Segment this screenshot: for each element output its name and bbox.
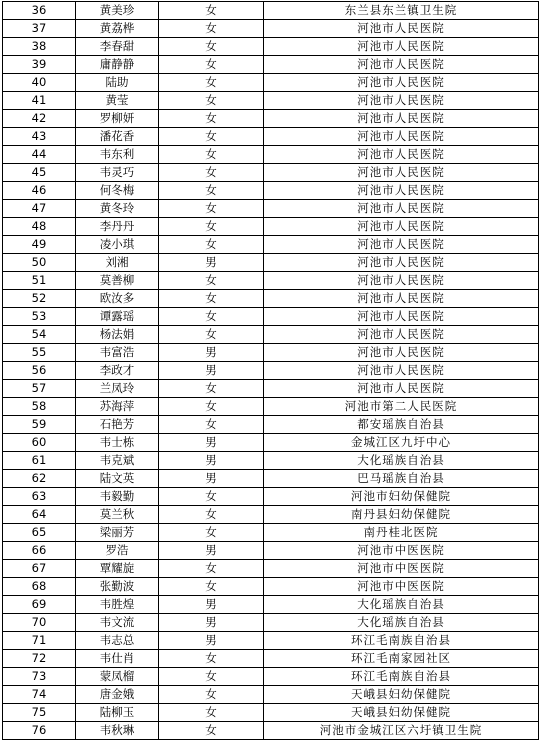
row-number-cell: 76 [3,722,76,740]
row-number-cell: 72 [3,650,76,668]
person-name-cell: 李春甜 [76,38,159,56]
row-number-cell: 47 [3,200,76,218]
gender-cell: 女 [159,20,264,38]
table-row [3,362,539,380]
person-name-cell: 韦东利 [76,146,159,164]
gender-cell: 男 [159,596,264,614]
person-name-cell: 刘湘 [76,254,159,272]
work-unit-cell: 河池市人民医院 [264,272,539,290]
work-unit-cell: 金城江区九圩中心 [264,434,539,452]
work-unit-cell: 河池市人民医院 [264,146,539,164]
person-name-cell: 李政才 [76,362,159,380]
work-unit-cell: 巴马瑶族自治县 [264,470,539,488]
row-number-cell: 48 [3,218,76,236]
row-number-cell: 42 [3,110,76,128]
table-row [3,704,539,722]
row-number-cell: 49 [3,236,76,254]
table-row [3,20,539,38]
row-number-cell: 44 [3,146,76,164]
row-number-cell: 62 [3,470,76,488]
row-number-cell: 61 [3,452,76,470]
table-row [3,380,539,398]
table-row [3,470,539,488]
row-number-cell: 73 [3,668,76,686]
person-name-cell: 谭露瑶 [76,308,159,326]
table-row [3,488,539,506]
gender-cell: 男 [159,434,264,452]
work-unit-cell: 河池市人民医院 [264,362,539,380]
gender-cell: 男 [159,542,264,560]
table-row [3,74,539,92]
row-number-cell: 58 [3,398,76,416]
person-name-cell: 凌小琪 [76,236,159,254]
gender-cell: 男 [159,470,264,488]
row-number-cell: 50 [3,254,76,272]
work-unit-cell: 东兰县东兰镇卫生院 [264,2,539,20]
row-number-cell: 70 [3,614,76,632]
gender-cell: 男 [159,614,264,632]
row-number-cell: 40 [3,74,76,92]
work-unit-cell: 南丹桂北医院 [264,524,539,542]
person-name-cell: 苏海萍 [76,398,159,416]
work-unit-cell: 都安瑶族自治县 [264,416,539,434]
gender-cell: 女 [159,578,264,596]
person-name-cell: 何冬梅 [76,182,159,200]
gender-cell: 女 [159,56,264,74]
roster-table [2,1,539,740]
gender-cell: 女 [159,488,264,506]
table-row [3,146,539,164]
work-unit-cell: 环江毛南家园社区 [264,650,539,668]
row-number-cell: 54 [3,326,76,344]
gender-cell: 女 [159,74,264,92]
row-number-cell: 57 [3,380,76,398]
gender-cell: 女 [159,704,264,722]
table-row [3,92,539,110]
row-number-cell: 67 [3,560,76,578]
gender-cell: 女 [159,2,264,20]
gender-cell: 女 [159,38,264,56]
table-row [3,722,539,740]
work-unit-cell: 河池市人民医院 [264,92,539,110]
work-unit-cell: 河池市金城江区六圩镇卫生院 [264,722,539,740]
person-name-cell: 覃耀旋 [76,560,159,578]
table-row [3,596,539,614]
row-number-cell: 36 [3,2,76,20]
work-unit-cell: 河池市人民医院 [264,20,539,38]
person-name-cell: 韦克斌 [76,452,159,470]
gender-cell: 男 [159,452,264,470]
work-unit-cell: 河池市人民医院 [264,380,539,398]
gender-cell: 女 [159,506,264,524]
person-name-cell: 庸静静 [76,56,159,74]
work-unit-cell: 南丹县妇幼保健院 [264,506,539,524]
table-row [3,236,539,254]
table-row [3,614,539,632]
row-number-cell: 37 [3,20,76,38]
gender-cell: 女 [159,668,264,686]
table-row [3,56,539,74]
person-name-cell: 欧汝多 [76,290,159,308]
table-row [3,326,539,344]
table-row [3,560,539,578]
work-unit-cell: 河池市中医医院 [264,578,539,596]
person-name-cell: 陆助 [76,74,159,92]
work-unit-cell: 河池市人民医院 [264,164,539,182]
table-row [3,398,539,416]
row-number-cell: 59 [3,416,76,434]
table-row [3,200,539,218]
person-name-cell: 韦灵巧 [76,164,159,182]
table-row [3,38,539,56]
work-unit-cell: 河池市人民医院 [264,326,539,344]
person-name-cell: 韦文流 [76,614,159,632]
table-row [3,344,539,362]
person-name-cell: 莫善柳 [76,272,159,290]
work-unit-cell: 河池市人民医院 [264,74,539,92]
work-unit-cell: 河池市第二人民医院 [264,398,539,416]
person-name-cell: 黄莹 [76,92,159,110]
gender-cell: 女 [159,416,264,434]
row-number-cell: 66 [3,542,76,560]
row-number-cell: 69 [3,596,76,614]
gender-cell: 男 [159,344,264,362]
row-number-cell: 71 [3,632,76,650]
work-unit-cell: 河池市人民医院 [264,56,539,74]
gender-cell: 女 [159,524,264,542]
person-name-cell: 罗柳妍 [76,110,159,128]
gender-cell: 女 [159,290,264,308]
work-unit-cell: 河池市人民医院 [264,236,539,254]
work-unit-cell: 河池市妇幼保健院 [264,488,539,506]
row-number-cell: 41 [3,92,76,110]
row-number-cell: 60 [3,434,76,452]
gender-cell: 女 [159,398,264,416]
row-number-cell: 68 [3,578,76,596]
gender-cell: 男 [159,362,264,380]
person-name-cell: 莫兰秋 [76,506,159,524]
row-number-cell: 38 [3,38,76,56]
table-row [3,128,539,146]
person-name-cell: 梁丽芳 [76,524,159,542]
person-name-cell: 杨法娟 [76,326,159,344]
gender-cell: 女 [159,686,264,704]
gender-cell: 女 [159,308,264,326]
gender-cell: 女 [159,722,264,740]
work-unit-cell: 河池市人民医院 [264,218,539,236]
row-number-cell: 65 [3,524,76,542]
gender-cell: 女 [159,92,264,110]
table-row [3,686,539,704]
work-unit-cell: 大化瑶族自治县 [264,614,539,632]
gender-cell: 女 [159,200,264,218]
gender-cell: 女 [159,146,264,164]
table-row [3,254,539,272]
row-number-cell: 55 [3,344,76,362]
table-row [3,2,539,20]
table-row [3,110,539,128]
table-row [3,452,539,470]
gender-cell: 女 [159,128,264,146]
row-number-cell: 43 [3,128,76,146]
work-unit-cell: 河池市人民医院 [264,38,539,56]
table-row [3,434,539,452]
work-unit-cell: 河池市人民医院 [264,110,539,128]
person-name-cell: 韦志总 [76,632,159,650]
person-name-cell: 罗浩 [76,542,159,560]
gender-cell: 女 [159,650,264,668]
person-name-cell: 陆文英 [76,470,159,488]
person-name-cell: 张勤波 [76,578,159,596]
person-name-cell: 蒙凤榴 [76,668,159,686]
row-number-cell: 52 [3,290,76,308]
table-row [3,524,539,542]
row-number-cell: 74 [3,686,76,704]
table-row [3,164,539,182]
work-unit-cell: 河池市中医医院 [264,542,539,560]
work-unit-cell: 大化瑶族自治县 [264,452,539,470]
work-unit-cell: 天峨县妇幼保健院 [264,686,539,704]
row-number-cell: 45 [3,164,76,182]
row-number-cell: 46 [3,182,76,200]
table-row [3,632,539,650]
work-unit-cell: 河池市人民医院 [264,200,539,218]
table-row [3,650,539,668]
work-unit-cell: 河池市人民医院 [264,344,539,362]
work-unit-cell: 天峨县妇幼保健院 [264,704,539,722]
row-number-cell: 56 [3,362,76,380]
gender-cell: 男 [159,632,264,650]
person-name-cell: 韦胜煌 [76,596,159,614]
gender-cell: 女 [159,236,264,254]
work-unit-cell: 河池市人民医院 [264,290,539,308]
table-row [3,182,539,200]
row-number-cell: 53 [3,308,76,326]
work-unit-cell: 环江毛南族自治县 [264,632,539,650]
gender-cell: 男 [159,254,264,272]
person-name-cell: 韦毅勤 [76,488,159,506]
work-unit-cell: 大化瑶族自治县 [264,596,539,614]
person-name-cell: 兰凤玲 [76,380,159,398]
gender-cell: 女 [159,380,264,398]
work-unit-cell: 环江毛南族自治县 [264,668,539,686]
table-row [3,308,539,326]
table-row [3,272,539,290]
table-row [3,578,539,596]
work-unit-cell: 河池市人民医院 [264,128,539,146]
row-number-cell: 64 [3,506,76,524]
person-name-cell: 韦士栋 [76,434,159,452]
person-name-cell: 黄冬玲 [76,200,159,218]
row-number-cell: 63 [3,488,76,506]
row-number-cell: 75 [3,704,76,722]
gender-cell: 女 [159,560,264,578]
gender-cell: 女 [159,326,264,344]
gender-cell: 女 [159,164,264,182]
person-name-cell: 李丹丹 [76,218,159,236]
work-unit-cell: 河池市人民医院 [264,254,539,272]
table-row [3,506,539,524]
person-name-cell: 陆柳玉 [76,704,159,722]
table-row [3,218,539,236]
work-unit-cell: 河池市人民医院 [264,182,539,200]
person-name-cell: 黄美珍 [76,2,159,20]
gender-cell: 女 [159,272,264,290]
row-number-cell: 39 [3,56,76,74]
work-unit-cell: 河池市人民医院 [264,308,539,326]
gender-cell: 女 [159,110,264,128]
table-row [3,542,539,560]
gender-cell: 女 [159,182,264,200]
roster-body [3,2,539,740]
table-row [3,668,539,686]
table-row [3,290,539,308]
person-name-cell: 韦秋琳 [76,722,159,740]
person-name-cell: 唐金娥 [76,686,159,704]
person-name-cell: 石艳芳 [76,416,159,434]
row-number-cell: 51 [3,272,76,290]
person-name-cell: 韦仕肖 [76,650,159,668]
gender-cell: 女 [159,218,264,236]
table-row [3,416,539,434]
work-unit-cell: 河池市中医医院 [264,560,539,578]
person-name-cell: 韦富浩 [76,344,159,362]
person-name-cell: 潘花香 [76,128,159,146]
person-name-cell: 黄荔桦 [76,20,159,38]
